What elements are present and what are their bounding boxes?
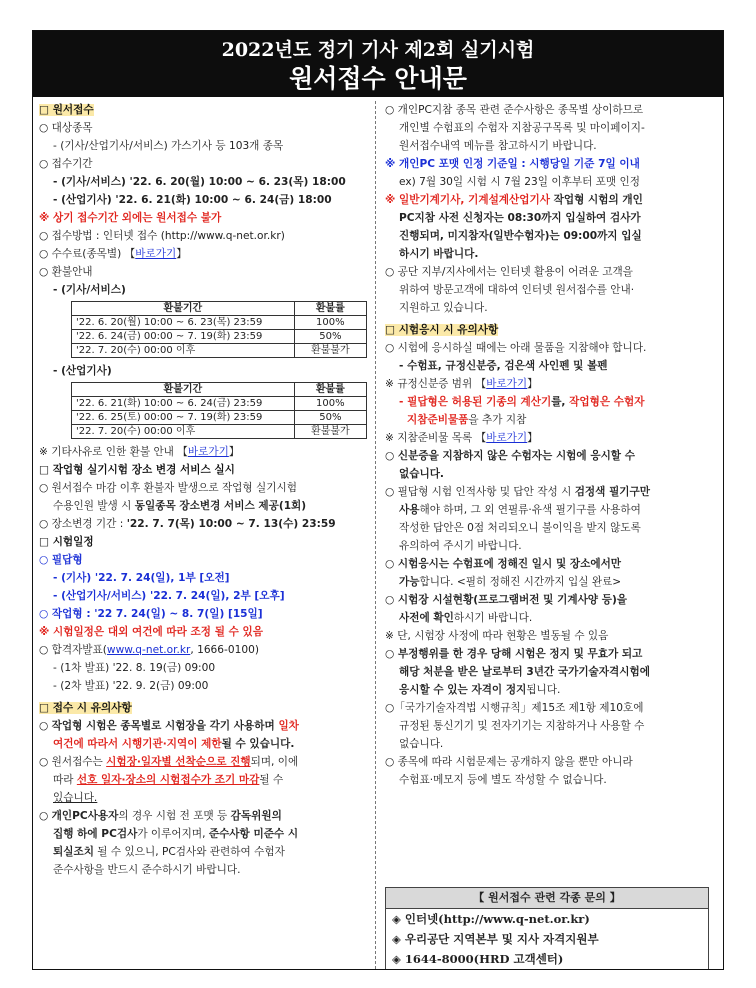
venue-change-desc-2: 수용인원 발생 시 동일종목 장소변경 서비스 제공(1회): [53, 500, 307, 512]
id-range-link[interactable]: 바로가기: [486, 378, 528, 390]
other-refund-link[interactable]: 바로가기: [187, 446, 229, 458]
note-pc-2: 집행 하에 PC검사가 이루어지며, 준수사항 미준수 시: [53, 828, 299, 840]
pass-second: - (2차 발표) '22. 9. 2(금) 09:00: [53, 680, 209, 692]
table-row: '22. 7. 20(수) 00:00 이후 환불불가: [72, 344, 367, 358]
items-list: - 수험표, 규정신분증, 검은색 사인펜 및 볼펜: [399, 360, 608, 372]
section-exam-notes: □ 시험응시 시 유의사항: [385, 324, 499, 336]
inquiry-phone: ◈ 1644-8000(HRD 고객센터): [392, 952, 564, 966]
section-venue-change: □ 작업형 실기시험 장소 변경 서비스 실시: [39, 464, 235, 476]
right-column: [377, 101, 723, 969]
calculator-note-2: 지참준비물품을 추가 지참: [407, 414, 527, 426]
pass-first: - (1차 발표) '22. 8. 19(금) 09:00: [53, 662, 216, 674]
items-note: ○ 시험에 응시하실 때에는 아래 물품을 지참해야 합니다.: [385, 342, 647, 354]
venue-only-1: ○ 시험응시는 수험표에 정해진 일시 및 장소에서만: [385, 558, 622, 570]
period-heading: ○ 접수기간: [39, 158, 93, 170]
target-desc: - (기사/산업기사/서비스) 가스기사 등 103개 종목: [53, 140, 284, 152]
branch-note-3: 지원하고 있습니다.: [399, 302, 488, 314]
mech-note-1: ※ 일반기계기사, 기계설계산업기사 작업형 시험의 개인: [385, 194, 643, 206]
fee-link[interactable]: 바로가기: [135, 248, 177, 260]
section-schedule: □ 시험일정: [39, 536, 94, 548]
notice-title: 원서접수 안내문: [289, 64, 467, 93]
pc-rules-1: ○ 개인PC지참 종목 관련 준수사항은 종목별 상이하므로: [385, 104, 644, 116]
other-refund-line: ※ 기타사유로 인한 환불 안내 【바로가기】: [39, 446, 240, 458]
refund-table-industrial: [71, 382, 367, 439]
refund-heading: ○ 환불안내: [39, 266, 93, 278]
note-firstcome-3: 있습니다.: [53, 792, 98, 804]
practical-schedule: ○ 작업형 : '22 7. 24(일) ~ 8. 7(일) [15일]: [39, 608, 263, 620]
notice-frame: [32, 30, 724, 970]
id-required-1: ○ 신분증을 지참하지 않은 수험자는 시험에 응시할 수: [385, 450, 635, 462]
target-heading: ○ 대상종목: [39, 122, 93, 134]
facility-check-2: 사전에 확인하시기 바랍니다.: [399, 612, 533, 624]
format-example: ex) 7월 30일 시험 시 7월 23일 이후부터 포맷 인정: [399, 176, 640, 188]
col-header-rate: 환불률: [294, 302, 366, 316]
cheating-note-1: ○ 부정행위를 한 경우 당해 시험은 정지 및 무효가 되고: [385, 648, 643, 660]
venue-change-desc-1: ○ 원서접수 마감 이후 환불자 발생으로 작업형 실기시험: [39, 482, 297, 494]
device-note-1: ○「국가기술자격법 시행규칙」제15조 제1항 제10호에: [385, 702, 644, 714]
exam-title: 2022년도 정기 기사 제2회 실기시험: [221, 39, 535, 61]
title-banner: [33, 31, 723, 97]
period-industrial: - (산업기사) '22. 6. 21(화) 10:00 ~ 6. 24(금) 18:00: [53, 194, 332, 206]
calculator-note-1: - 필답형은 허용된 기종의 계산기를, 작업형은 수험자: [399, 396, 645, 408]
col-header-period: 환불기간: [72, 302, 295, 316]
col-header-rate: 환불률: [294, 383, 366, 397]
device-note-3: 없습니다.: [399, 738, 444, 750]
pc-rules-3: 원서접수내역 메뉴를 참고하시기 바랍니다.: [399, 140, 597, 152]
branch-note-1: ○ 공단 지부/지사에서는 인터넷 활용이 어려운 고객을: [385, 266, 633, 278]
left-column: [33, 101, 375, 969]
pen-note-4: 유의하여 주시기 바랍니다.: [399, 540, 522, 552]
mech-note-4: 하시기 바랍니다.: [399, 248, 479, 260]
written-industrial: - (산업기사/서비스) '22. 7. 24(일), 2부 [오후]: [53, 590, 285, 602]
pen-note-1: ○ 필답형 시험 인적사항 및 답안 작성 시 검정색 필기구만: [385, 486, 651, 498]
inquiry-branch: ◈ 우리공단 지역본부 및 지사 자격지원부: [392, 932, 599, 946]
col-header-period: 환불기간: [72, 383, 295, 397]
pen-note-2: 사용해야 하며, 그 외 연필류·유색 필기구를 사용하여: [399, 504, 641, 516]
qnet-link[interactable]: www.q-net.or.kr: [106, 644, 191, 656]
table-row: '22. 6. 21(화) 10:00 ~ 6. 24(금) 23:59 100%: [72, 397, 367, 411]
written-engineer: - (기사) '22. 7. 24(일), 1부 [오전]: [53, 572, 230, 584]
note-pc-4: 준수사항을 반드시 준수하시기 바랍니다.: [53, 864, 241, 876]
refund-industrial-label: - (산업기사): [53, 365, 112, 377]
section-application: □ 원서접수: [39, 104, 94, 116]
table-row: '22. 7. 20(수) 00:00 이후 환불불가: [72, 425, 367, 439]
note-firstcome-2: 따라 선호 일자·장소의 시험접수가 조기 마감될 수: [53, 774, 284, 786]
format-criteria: ※ 개인PC 포맷 인정 기준일 : 시행당일 기준 7일 이내: [385, 158, 640, 170]
table-row: '22. 6. 24(금) 00:00 ~ 7. 19(화) 23:59 50%: [72, 330, 367, 344]
table-row: '22. 6. 20(월) 10:00 ~ 6. 23(목) 23:59 100%: [72, 316, 367, 330]
device-note-2: 규정된 통신기기 및 전자기기는 지참하거나 사용할 수: [399, 720, 645, 732]
period-engineer: - (기사/서비스) '22. 6. 20(월) 10:00 ~ 6. 23(목) 18:00: [53, 176, 346, 188]
facility-check-1: ○ 시험장 시설현황(프로그램버전 및 기계사양 등)을: [385, 594, 628, 606]
note-pc-1: ○ 개인PC사용자의 경우 시험 전 포맷 등 감독위원의: [39, 810, 282, 822]
venue-only-2: 가능합니다. <필히 정해진 시간까지 입실 완료>: [399, 576, 622, 588]
id-required-2: 없습니다.: [399, 468, 444, 480]
method-text: ○ 접수방법 : 인터넷 접수 (http://www.q-net.or.kr): [39, 230, 285, 242]
schedule-warning: ※ 시험일정은 대외 여건에 따라 조정 될 수 있음: [39, 626, 264, 638]
period-warning: ※ 상기 접수기간 외에는 원서접수 불가: [39, 212, 222, 224]
note-practical-2: 여건에 따라서 시행기관·지역이 제한될 수 있습니다.: [53, 738, 295, 750]
mech-note-2: PC지참 사전 신청자는 08:30까지 입실하여 검사가: [399, 212, 641, 224]
branch-note-2: 위하여 방문고객에 대하여 인터넷 원서접수를 안내·: [399, 284, 635, 296]
inquiry-title: 【 원서접수 관련 각종 문의 】: [386, 888, 708, 909]
note-pc-3: 퇴실조치 될 수 있으니, PC검사와 관련하여 수험자: [53, 846, 285, 858]
pc-rules-2: 개인별 수험표의 수험자 지참공구목록 및 마이페이지-: [399, 122, 645, 134]
supplies-line: ※ 지참준비물 목록 【바로가기】: [385, 432, 538, 444]
inquiry-website: ◈ 인터넷(http://www.q-net.or.kr): [392, 912, 590, 926]
mech-note-3: 진행되며, 미지참자(일반수험자)는 09:00까지 입실: [399, 230, 642, 242]
section-application-notes: □ 접수 시 유의사항: [39, 702, 132, 714]
refund-table-engineer: [71, 301, 367, 358]
pass-announce: ○ 합격자발표(www.q-net.or.kr, 1666-0100): [39, 644, 259, 656]
inquiry-box: [385, 887, 709, 969]
question-note-2: 수험표·메모지 등에 별도 작성할 수 없습니다.: [399, 774, 607, 786]
written-heading: ○ 필답형: [39, 554, 83, 566]
question-note-1: ○ 종목에 따라 시험문제는 공개하지 않을 뿐만 아니라: [385, 756, 633, 768]
cheating-note-2: 해당 처분을 받은 날로부터 3년간 국가기술자격시험에: [399, 666, 650, 678]
pen-note-3: 작성한 답안은 0점 처리되오니 불이익을 받지 않도록: [399, 522, 641, 534]
table-row: '22. 6. 25(토) 00:00 ~ 7. 19(화) 23:59 50%: [72, 411, 367, 425]
supplies-link[interactable]: 바로가기: [486, 432, 528, 444]
id-range-line: ※ 규정신분증 범위 【바로가기】: [385, 378, 538, 390]
fee-line: ○ 수수료(종목별) 【바로가기】: [39, 248, 187, 260]
facility-change-note: ※ 단, 시험장 사정에 따라 현황은 별동될 수 있음: [385, 630, 609, 642]
column-divider: [375, 101, 376, 969]
note-practical-1: ○ 작업형 시험은 종목별로 시험장을 각기 사용하며 일차: [39, 720, 299, 732]
cheating-note-3: 응시할 수 있는 자격이 정지됩니다.: [399, 684, 561, 696]
note-firstcome-1: ○ 원서접수는 시험장·일자별 선착순으로 진행되며, 이에: [39, 756, 299, 768]
refund-engineer-label: - (기사/서비스): [53, 284, 126, 296]
venue-change-period: ○ 장소변경 기간 : '22. 7. 7(목) 10:00 ~ 7. 13(수) 23:59: [39, 518, 336, 530]
